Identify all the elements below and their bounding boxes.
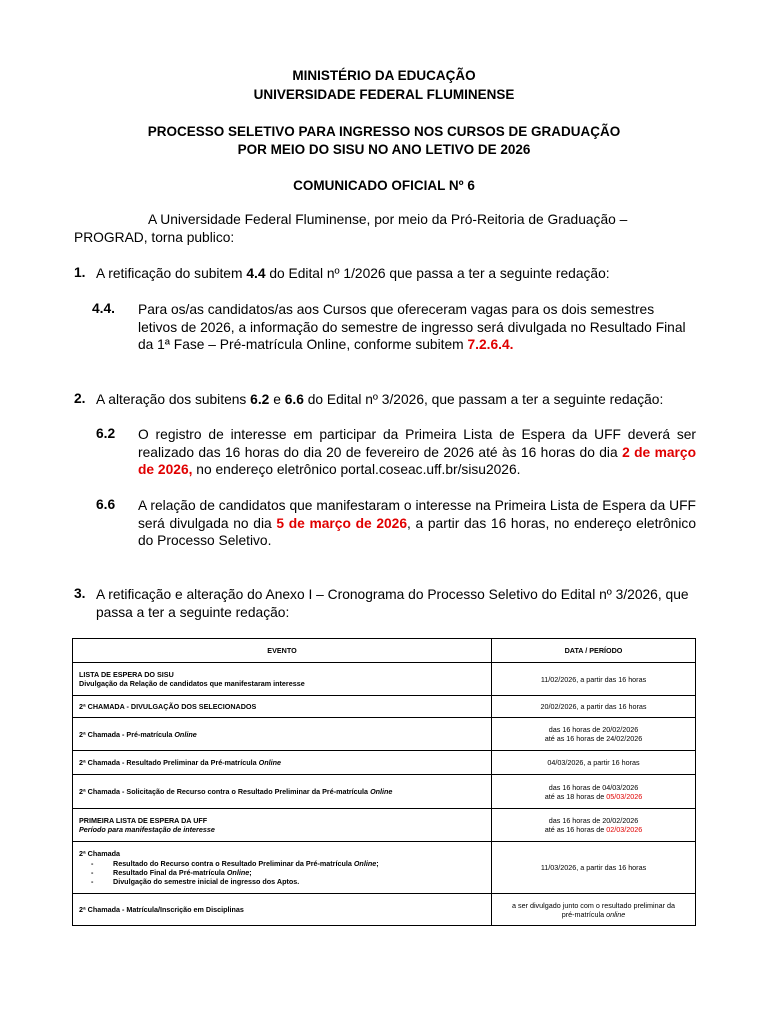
event-cell: 2ª Chamada - Solicitação de Recurso contra o Resultado Preliminar da Pré-matrícula Online	[73, 775, 492, 809]
table-row	[73, 663, 696, 696]
item1-number: 1.	[74, 265, 86, 280]
event-cell: 2ª Chamada - Matrícula/Inscrição em Disciplinas	[73, 894, 492, 926]
date-cell: das 16 horas de 20/02/2026 até as 16 horas de 02/03/2026	[492, 809, 696, 842]
table-row	[73, 809, 696, 842]
date-cell: 11/02/2026, a partir das 16 horas	[492, 663, 696, 696]
date-cell: 11/03/2026, a partir das 16 horas	[492, 842, 696, 894]
event-cell: PRIMEIRA LISTA DE ESPERA DA UFF Período para manifestação de interesse	[73, 809, 492, 842]
item1-text: A retificação do subitem 4.4 do Edital nº 1/2026 que passa a ter a seguinte redação:	[96, 266, 610, 281]
list-item: - Divulgação do semestre inicial de ingresso dos Aptos.	[113, 877, 485, 886]
table-row	[73, 894, 696, 926]
event-cell: 2ª CHAMADA - DIVULGAÇÃO DOS SELECIONADOS	[73, 696, 492, 718]
table-row	[73, 718, 696, 751]
process-title-line2: POR MEIO DO SISU NO ANO LETIVO DE 2026	[237, 142, 531, 157]
communique-title: COMUNICADO OFICIAL Nº 6	[293, 178, 475, 193]
date-cell: 04/03/2026, a partir 16 horas	[492, 751, 696, 775]
list-item: - Resultado Final da Pré-matrícula Online;	[113, 868, 485, 877]
bullet-list	[79, 859, 485, 886]
date-cell: das 16 horas de 04/03/2026 até as 18 horas de 05/03/2026	[492, 775, 696, 809]
event-cell: 2ª Chamada - Resultado Preliminar da Pré-matrícula Online	[73, 751, 492, 775]
ministry-title: MINISTÉRIO DA EDUCAÇÃO	[292, 68, 476, 83]
table-row	[73, 751, 696, 775]
list-item: - Resultado do Recurso contra o Resultado Preliminar da Pré-matrícula Online;	[113, 859, 485, 868]
event-cell: 2ª Chamada - Pré-matrícula Online	[73, 718, 492, 751]
intro-paragraph: A Universidade Federal Fluminense, por meio da Pró-Reitoria de Graduação – PROGRAD, torna publico:	[74, 212, 628, 245]
header-event: EVENTO	[73, 639, 492, 663]
table-row	[73, 696, 696, 718]
item2-text: A alteração dos subitens 6.2 e 6.6 do Edital nº 3/2026, que passam a ter a seguinte redação:	[96, 392, 664, 407]
university-title: UNIVERSIDADE FEDERAL FLUMINENSE	[253, 87, 515, 102]
schedule-table	[72, 638, 696, 926]
item1-sub-text: Para os/as candidatos/as aos Cursos que ofereceram vagas para os dois semestres letivos de 2026, a informação do semestre de ingresso será divulgada no Resultado Final da 1ª Fase – Pré-matrícula Online, conforme subitem 7.2.6.4.	[138, 302, 686, 352]
item3-text: A retificação e alteração do Anexo I – Cronograma do Processo Seletivo do Edital nº 3/2026, que passa a ter a seguinte redação:	[96, 587, 689, 620]
item2-sub2-text: A relação de candidatos que manifestaram o interesse na Primeira Lista de Espera da UFF será divulgada no dia 5 de março de 2026, a partir das 16 horas, no endereço eletrônico do Processo Seletivo.	[138, 498, 696, 548]
table-row	[73, 775, 696, 809]
header-date: DATA / PERÍODO	[492, 639, 696, 663]
item1-sub-number: 4.4.	[92, 301, 116, 316]
date-cell: das 16 horas de 20/02/2026 até as 16 horas de 24/02/2026	[492, 718, 696, 751]
item2-sub1-number: 6.2	[96, 426, 116, 441]
item2-sub2-number: 6.6	[96, 497, 116, 512]
date-cell: 20/02/2026, a partir das 16 horas	[492, 696, 696, 718]
event-cell: 2ª Chamada - Resultado do Recurso contra o Resultado Preliminar da Pré-matrícula Online; - Resultado Final da Pré-matrícula Online; - Divulgação do semestre inicial de ingresso dos Aptos.	[73, 842, 492, 894]
event-cell: LISTA DE ESPERA DO SISU Divulgação da Relação de candidatos que manifestaram interesse	[73, 663, 492, 696]
item3-number: 3.	[74, 586, 86, 601]
table-row	[73, 842, 696, 894]
date-cell: a ser divulgado junto com o resultado preliminar da pré-matrícula online	[492, 894, 696, 926]
table-header-row	[73, 639, 696, 663]
process-title-line1: PROCESSO SELETIVO PARA INGRESSO NOS CURSOS DE GRADUAÇÃO	[147, 124, 621, 139]
item2-sub1-text: O registro de interesse em participar da Primeira Lista de Espera da UFF deverá ser realizado das 16 horas do dia 20 de fevereiro de 2026 até às 16 horas do dia 2 de março de 2026, no endereço eletrônico portal.coseac.uff.br/sisu2026.	[138, 427, 697, 477]
item2-number: 2.	[74, 391, 86, 406]
